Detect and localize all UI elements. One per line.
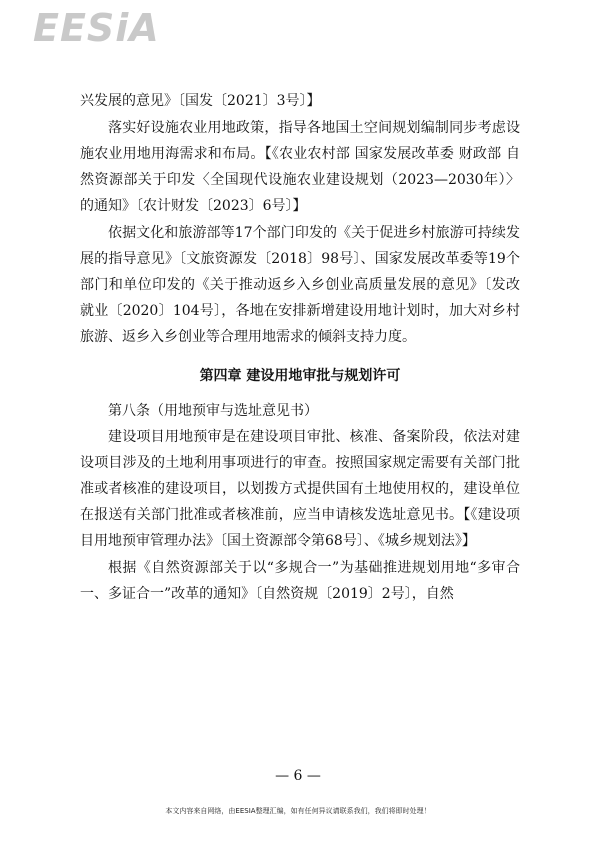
eesia-logo: EESiA [33, 6, 160, 50]
paragraph-facility-agriculture: 落实好设施农业用地政策，指导各地国土空间规划编制同步考虑设施农业用地用海需求和布局。【《农业农村部 国家发展改革委 财政部 自然资源部关于印发〈全国现代设施农业建设规划（2023—2030年）〉的通知》〔农计财发〔2023〕6号〕】 [80, 120, 520, 214]
footer-disclaimer: 本文内容来自网络，由EESIA整理汇编，如有任何异议请联系我们，我们将即时处理！ [165, 807, 431, 815]
paragraph-land-pre-review: 建设项目用地预审是在建设项目审批、核准、备案阶段，依法对建设项目涉及的土地利用事项进行的审查。按照国家规定需要有关部门批准或者核准的建设项目，以划拨方式提供国有土地使用权的，建设单位在报送有关部门批准或者核准前，应当申请核发选址意见书。【《建设项目用地预审管理办法》〔国土资源部令第68号〕、《城乡规划法》】 [80, 429, 520, 549]
article-heading: 第八条（用地预审与选址意见书） [108, 403, 318, 419]
chapter-heading: 第四章 建设用地审批与规划许可 [199, 368, 401, 384]
paragraph-rural-tourism: 依据文化和旅游部等17个部门印发的《关于促进乡村旅游可持续发展的指导意见》〔文旅资源发〔2018〕98号〕、国家发展改革委等19个部门和单位印发的《关于推动返乡入乡创业高质量发展的意见》〔发改就业〔2020〕104号〕，各地在安排新增建设用地计划时，加大对乡村旅游、返乡入乡创业等合理用地需求的倾斜支持力度。 [80, 225, 520, 345]
paragraph-multi-plan-integration: 根据《自然资源部关于以“多规合一”为基础推进规划用地“多审合一、多证合一”改革的通知》〔自然资规〔2019〕2号〕，自然 [80, 560, 520, 602]
paragraph-continuation: 兴发展的意见》〔国发〔2021〕3号〕】 [80, 93, 321, 109]
document-body [80, 88, 520, 607]
page-number: — 6 — [275, 768, 321, 784]
